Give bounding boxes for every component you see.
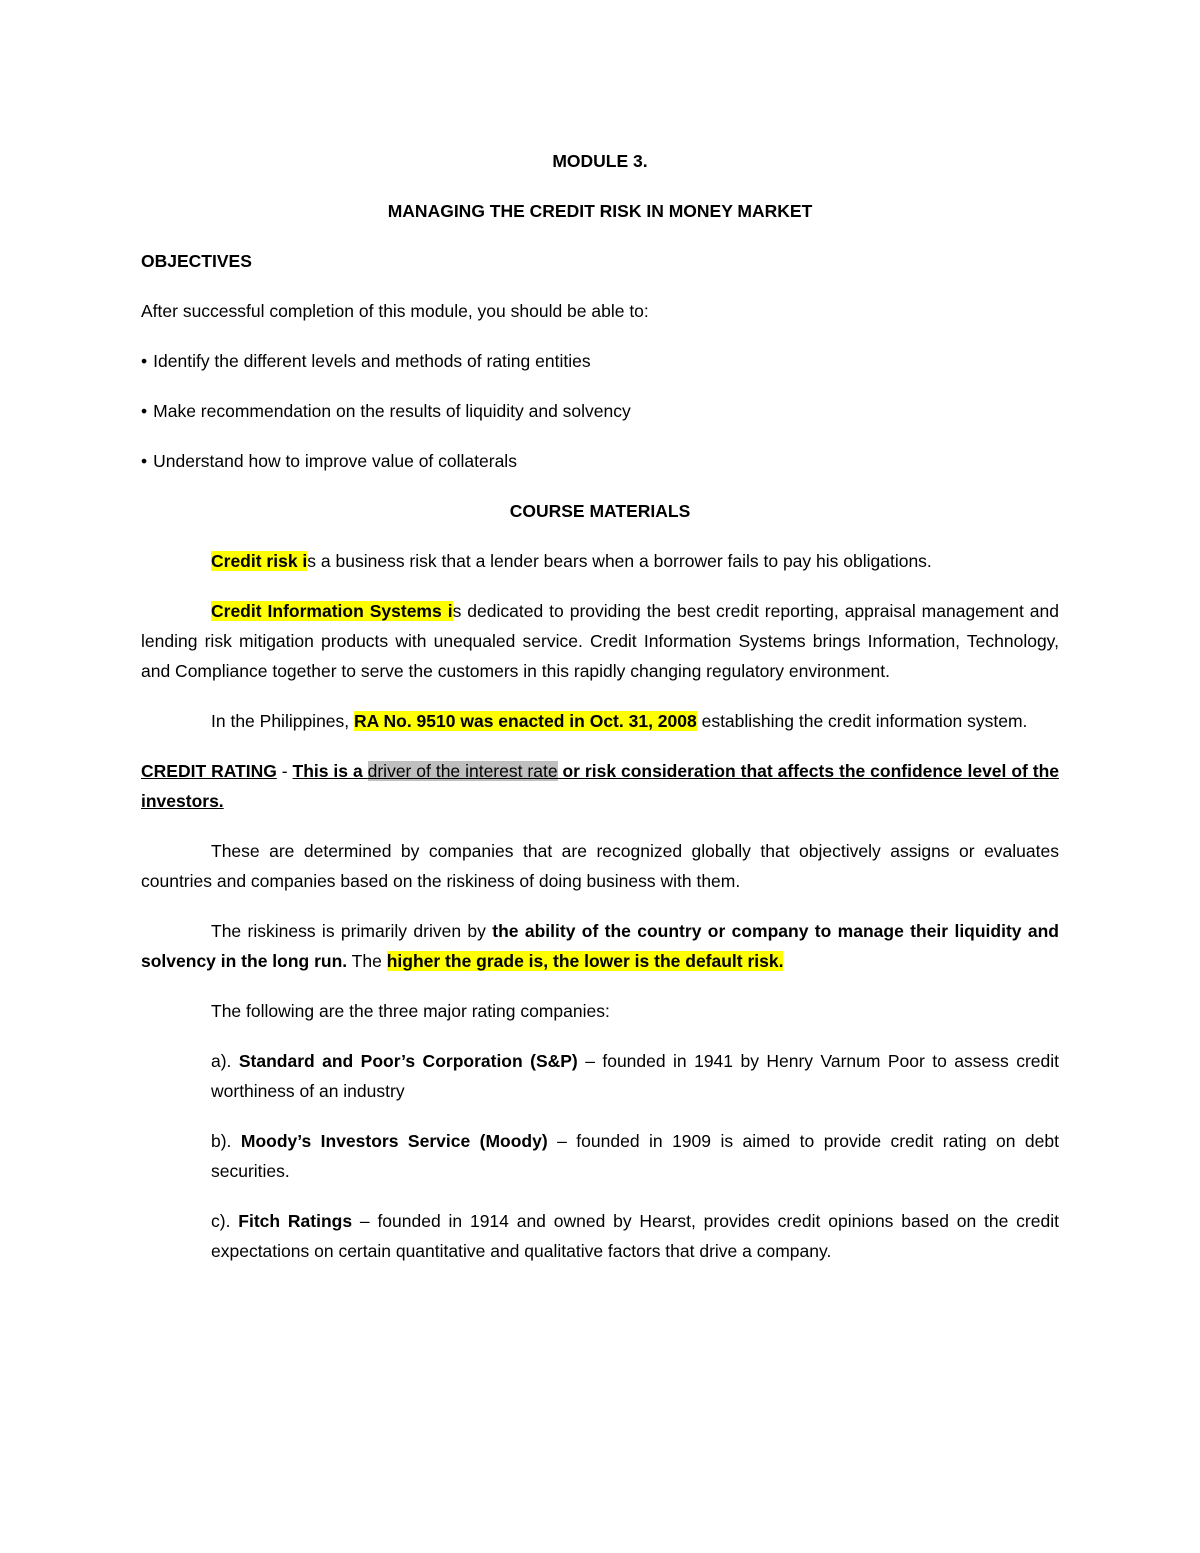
bullet-icon: • bbox=[141, 351, 148, 371]
riskiness-mid: The bbox=[347, 951, 387, 971]
credit-risk-term: Credit risk i bbox=[211, 551, 308, 571]
cis-term: Credit Information Systems i bbox=[211, 601, 453, 621]
riskiness-start: The riskiness is primarily driven by bbox=[211, 921, 493, 941]
ra-after: establishing the credit information system. bbox=[696, 711, 1028, 731]
rating-company-desc: – founded in 1909 is aimed to provide credit rating on debt securities. bbox=[211, 1131, 1059, 1181]
rating-company-desc: – founded in 1914 and owned by Hearst, provides credit opinions based on the credit expectations on certain quantitative and qualitative factors that drive a company. bbox=[211, 1211, 1059, 1261]
rating-companies-paragraph: These are determined by companies that are recognized globally that objectively assigns or evaluates countries and companies based on the riskiness of doing business with them. bbox=[141, 841, 1059, 891]
credit-risk-definition: s a business risk that a lender bears when a borrower fails to pay his obligations. bbox=[307, 551, 932, 571]
credit-rating-def-part2: or risk consideration that affects the confidence level of the investors. bbox=[141, 761, 1060, 811]
ra-paragraph bbox=[141, 706, 1059, 736]
rating-company-item bbox=[141, 1206, 1059, 1266]
objectives-heading: OBJECTIVES bbox=[141, 251, 252, 271]
rating-company-letter: b). bbox=[211, 1131, 241, 1151]
credit-risk-paragraph bbox=[141, 546, 1059, 576]
rating-company-desc: – founded in 1941 by Henry Varnum Poor to assess credit worthiness of an industry bbox=[211, 1051, 1059, 1101]
module-subtitle: MANAGING THE CREDIT RISK IN MONEY MARKET bbox=[387, 201, 813, 221]
credit-rating-definition bbox=[141, 756, 1059, 816]
document-content bbox=[141, 146, 1059, 1266]
module-title: MODULE 3. bbox=[552, 151, 648, 171]
rating-company-letter: a). bbox=[211, 1051, 239, 1071]
rating-company-name: Standard and Poor’s Corporation (S&P) bbox=[238, 1051, 578, 1071]
companies-intro: The following are the three major rating companies: bbox=[211, 1001, 610, 1021]
objective-text: Understand how to improve value of collaterals bbox=[153, 451, 517, 471]
riskiness-bold: the ability of the country or company to manage their liquidity and solvency in the long run. bbox=[141, 921, 1059, 971]
rating-company-item bbox=[141, 1126, 1059, 1186]
credit-rating-heading: CREDIT RATING bbox=[141, 761, 277, 781]
objective-text: Make recommendation on the results of liquidity and solvency bbox=[153, 401, 631, 421]
bullet-icon: • bbox=[141, 451, 148, 471]
cis-paragraph bbox=[141, 596, 1059, 686]
rating-company-item bbox=[141, 1046, 1059, 1106]
credit-rating-dash: - bbox=[276, 761, 293, 781]
rating-company-letter: c). bbox=[211, 1211, 239, 1231]
objective-item bbox=[141, 396, 1059, 426]
credit-rating-def-part1: This is a bbox=[292, 761, 368, 781]
ra-before: In the Philippines, bbox=[211, 711, 355, 731]
rating-company-name: Fitch Ratings bbox=[238, 1211, 353, 1231]
bullet-icon: • bbox=[141, 401, 148, 421]
objective-text: Identify the different levels and methods of rating entities bbox=[153, 351, 591, 371]
ra-highlight: RA No. 9510 was enacted in Oct. 31, 2008 bbox=[354, 711, 697, 731]
cis-definition: s dedicated to providing the best credit reporting, appraisal management and lending risk mitigation products with unequaled service. Credit Information Systems brings Information, Technology, and Compliance together to serve the customers in this rapidly changing regulatory environment. bbox=[141, 601, 1059, 681]
objective-item bbox=[141, 346, 1059, 376]
objective-item bbox=[141, 446, 1059, 476]
course-materials-heading: COURSE MATERIALS bbox=[509, 501, 691, 521]
riskiness-paragraph bbox=[141, 916, 1059, 976]
rating-company-name: Moody’s Investors Service (Moody) bbox=[240, 1131, 548, 1151]
riskiness-highlight: higher the grade is, the lower is the default risk. bbox=[386, 951, 784, 971]
objectives-intro: After successful completion of this module, you should be able to: bbox=[141, 301, 649, 321]
credit-rating-def-highlight: driver of the interest rate bbox=[367, 761, 558, 781]
